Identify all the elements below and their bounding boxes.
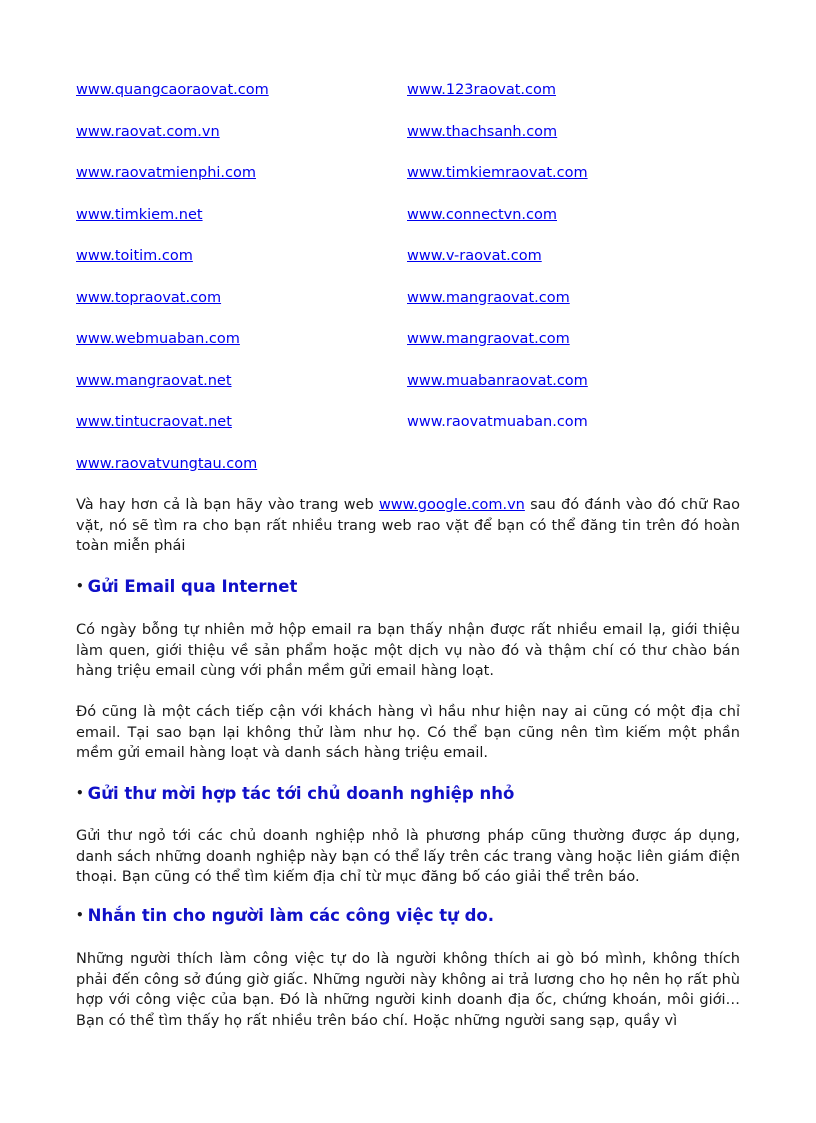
section-paragraph: Gửi thư ngỏ tới các chủ doanh nghiệp nhỏ là phương pháp cũng thường được áp dụng, danh sách những doanh nghiệp này bạn có thể lấy trên các trang vàng hoặc liên giám điện thoại. Bạn cũng có thể tìm kiếm địa chỉ từ mục đăng bố cáo giải thể trên báo. (76, 828, 740, 885)
section-heading-letter (76, 784, 514, 803)
link-123raovat[interactable]: www.123raovat.com (407, 82, 556, 98)
link-quangcaoraovat[interactable]: www.quangcaoraovat.com (76, 82, 269, 98)
link-row (76, 207, 756, 249)
link-row (76, 165, 756, 207)
section-paragraph: Có ngày bỗng tự nhiên mở hộp email ra bạn thấy nhận được rất nhiều email lạ, giới thiệu làm quen, giới thiệu về sản phẩm hoặc một dịch vụ nào đó và thậm chí có thư chào bán hàng triệu email cùng với phần mềm gửi email hàng loạt. (76, 622, 740, 679)
bullet-icon: • (76, 579, 84, 593)
section-heading-text: Gửi thư mời hợp tác tới chủ doanh nghiệp nhỏ (87, 784, 515, 803)
link-row (76, 248, 756, 290)
link-row (76, 124, 756, 166)
link-row (76, 456, 756, 498)
section-heading-text: Gửi Email qua Internet (87, 577, 298, 596)
link-mangraovat-net[interactable]: www.mangraovat.net (76, 372, 232, 389)
bullet-icon: • (76, 786, 84, 800)
link-row (76, 290, 756, 332)
section-heading-sms (76, 906, 494, 925)
link-timkiemraovat[interactable]: www.timkiemraovat.com (407, 165, 588, 181)
link-raovatvungtau[interactable]: www.raovatvungtau.com (76, 455, 258, 472)
link-muabanraovat[interactable]: www.muabanraovat.com (407, 372, 588, 389)
bullet-icon: • (76, 908, 84, 922)
link-row (76, 331, 756, 373)
section-heading-text: Nhắn tin cho người làm các công việc tự do. (87, 906, 495, 925)
link-raovatmienphi[interactable]: www.raovatmienphi.com (76, 165, 256, 181)
intro-text-before: Và hay hơn cả là bạn hãy vào trang web (76, 497, 379, 513)
link-thachsanh[interactable]: www.thachsanh.com (407, 123, 558, 140)
link-toitim[interactable]: www.toitim.com (76, 248, 193, 264)
link-raovat-com-vn[interactable]: www.raovat.com.vn (76, 123, 220, 140)
section-paragraph: Đó cũng là một cách tiếp cận với khách hàng vì hầu như hiện nay ai cũng có một địa chỉ email. Tại sao bạn lại không thử làm như họ. Có thể bạn cũng nên tìm kiếm một phần mềm gửi email hàng loạt và danh sách hàng triệu email. (76, 704, 740, 761)
link-raovatmuaban: www.raovatmuaban.com (407, 414, 588, 430)
link-connectvn[interactable]: www.connectvn.com (407, 206, 558, 223)
link-mangraovat[interactable]: www.mangraovat.com (407, 289, 570, 306)
section-heading-email (76, 577, 297, 596)
link-webmuaban[interactable]: www.webmuaban.com (76, 331, 240, 347)
link-mangraovat-2[interactable]: www.mangraovat.com (407, 331, 570, 347)
intro-paragraph (76, 495, 740, 557)
link-v-raovat[interactable]: www.v-raovat.com (407, 248, 542, 264)
intro-text-after: sau đó đánh vào đó chữ Rao vặt, nó sẽ tìm ra cho bạn rất nhiều trang web rao vặt để bạn có thể đăng tin trên đó hoàn toàn miễn phái (76, 497, 741, 554)
section-paragraph: Những người thích làm công việc tự do là người không thích ai gò bó mình, không thích phải đến công sở đúng giờ giấc. Những người này không ai trả lương cho họ nên họ rất phù hợp với công việc của bạn. Đó là những người kinh doanh địa ốc, chứng khoán, môi giới… Bạn có thể tìm thấy họ rất nhiều trên báo chí. Hoặc những người sang sạp, quầy vì (76, 951, 740, 1029)
link-topraovat[interactable]: www.topraovat.com (76, 289, 222, 306)
link-row (76, 414, 756, 456)
link-row (76, 373, 756, 415)
link-list (76, 82, 756, 497)
google-link[interactable]: www.google.com.vn (378, 497, 525, 513)
link-timkiem[interactable]: www.timkiem.net (76, 206, 203, 223)
link-row (76, 82, 756, 124)
link-tintucraovat[interactable]: www.tintucraovat.net (76, 414, 232, 430)
